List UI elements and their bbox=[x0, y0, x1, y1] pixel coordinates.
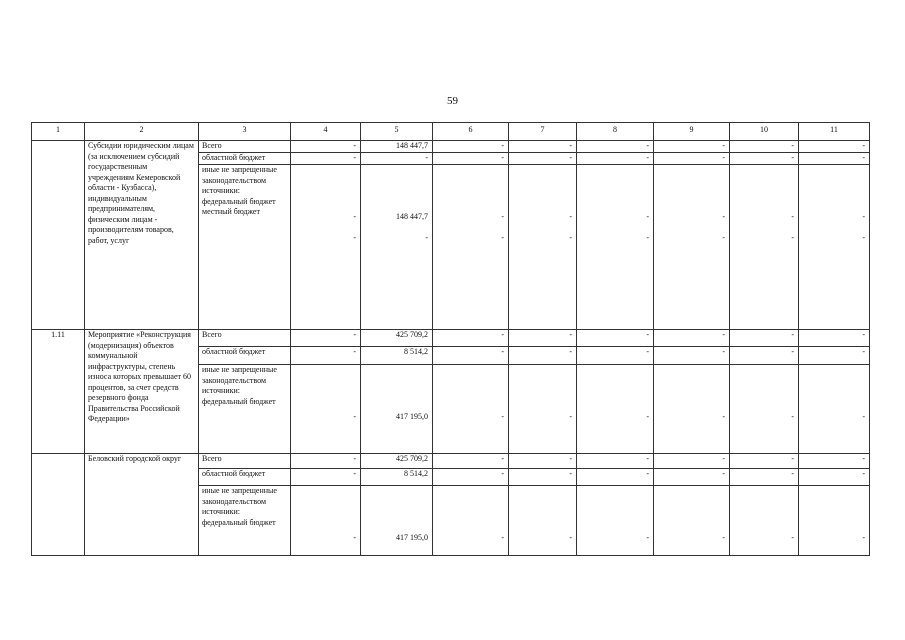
source-label: иные не запрещенные законодательством источники: bbox=[202, 165, 277, 195]
source-label-cell: областной бюджет bbox=[199, 347, 291, 365]
value: - bbox=[791, 412, 794, 421]
value: - bbox=[862, 233, 865, 242]
value: - bbox=[646, 533, 649, 542]
value-cell: - bbox=[291, 469, 361, 486]
value-cell: - bbox=[730, 454, 799, 469]
source-label: федеральный бюджет bbox=[202, 517, 276, 527]
value: - bbox=[569, 533, 572, 542]
header-cell: 7 bbox=[509, 123, 577, 141]
value-cell: - bbox=[291, 153, 361, 165]
value-cell: 8 514,2 bbox=[361, 469, 433, 486]
row-name-cell: Беловский городской округ bbox=[85, 454, 199, 556]
value-stack-cell bbox=[509, 486, 577, 556]
value: - bbox=[425, 233, 428, 242]
value-stack-cell bbox=[654, 486, 730, 556]
value-cell: - bbox=[509, 153, 577, 165]
value-cell: - bbox=[730, 330, 799, 347]
value: - bbox=[791, 533, 794, 542]
value-cell: - bbox=[291, 347, 361, 365]
value: - bbox=[569, 412, 572, 421]
value: - bbox=[791, 233, 794, 242]
value-cell: - bbox=[654, 347, 730, 365]
value: - bbox=[862, 412, 865, 421]
value-stack-cell bbox=[577, 165, 654, 330]
value-stack-cell bbox=[730, 165, 799, 330]
value-cell: - bbox=[654, 153, 730, 165]
value-cell: - bbox=[799, 469, 870, 486]
header-cell: 5 bbox=[361, 123, 433, 141]
value-cell: - bbox=[577, 330, 654, 347]
value-cell: 148 447,7 bbox=[361, 141, 433, 153]
source-label-cell: Всего bbox=[199, 454, 291, 469]
value-stack-cell bbox=[654, 365, 730, 454]
value-cell: - bbox=[577, 141, 654, 153]
value-cell: - bbox=[799, 454, 870, 469]
value: - bbox=[501, 212, 504, 221]
source-label-cell: областной бюджет bbox=[199, 469, 291, 486]
row-name-cell: Субсидии юридическим лицам (за исключением субсидий государственным учреждениям Кемеровской области - Кузбасса), индивидуальным предпринимателям, физическим лицам - производителям товаров, работ, услуг bbox=[85, 141, 199, 330]
value: 148 447,7 bbox=[396, 212, 428, 221]
header-cell: 11 bbox=[799, 123, 870, 141]
value-cell: - bbox=[509, 141, 577, 153]
value: - bbox=[862, 533, 865, 542]
value-cell: - bbox=[799, 153, 870, 165]
value-cell: - bbox=[654, 141, 730, 153]
row-number-cell bbox=[32, 454, 85, 556]
value-stack-cell bbox=[291, 365, 361, 454]
value-cell: - bbox=[654, 330, 730, 347]
value-cell: - bbox=[799, 347, 870, 365]
header-row bbox=[32, 123, 870, 141]
budget-table bbox=[31, 122, 870, 556]
value: - bbox=[722, 533, 725, 542]
value-stack-cell bbox=[730, 365, 799, 454]
value-cell: - bbox=[577, 469, 654, 486]
source-label-stack bbox=[199, 365, 291, 454]
value-cell: - bbox=[730, 153, 799, 165]
value-cell: - bbox=[577, 153, 654, 165]
value-cell: 425 709,2 bbox=[361, 330, 433, 347]
value-cell: - bbox=[433, 454, 509, 469]
value-cell: - bbox=[509, 347, 577, 365]
value: - bbox=[353, 212, 356, 221]
value-cell: - bbox=[509, 454, 577, 469]
value-stack-cell bbox=[654, 165, 730, 330]
value-cell: - bbox=[730, 347, 799, 365]
table-row bbox=[32, 141, 870, 153]
header-cell: 9 bbox=[654, 123, 730, 141]
source-label-stack bbox=[199, 165, 291, 330]
value: - bbox=[722, 212, 725, 221]
value-cell: 425 709,2 bbox=[361, 454, 433, 469]
value-cell: - bbox=[577, 454, 654, 469]
value-stack-cell bbox=[509, 165, 577, 330]
value-cell: - bbox=[361, 153, 433, 165]
value-stack-cell bbox=[730, 486, 799, 556]
source-label-cell: Всего bbox=[199, 141, 291, 153]
value: - bbox=[353, 533, 356, 542]
value: - bbox=[501, 412, 504, 421]
source-label-cell: Всего bbox=[199, 330, 291, 347]
value: - bbox=[862, 212, 865, 221]
value-stack-cell bbox=[361, 486, 433, 556]
value-cell: - bbox=[799, 141, 870, 153]
value: - bbox=[353, 412, 356, 421]
table-row bbox=[32, 330, 870, 347]
value-cell: - bbox=[509, 330, 577, 347]
header-cell: 8 bbox=[577, 123, 654, 141]
row-name-cell: Мероприятие «Реконструкция (модернизация) объектов коммунальной инфраструктуры, степень износа которых превышает 60 процентов, за счет средств резервного фонда Правительства Российской Федерации» bbox=[85, 330, 199, 454]
value-stack-cell bbox=[433, 486, 509, 556]
value: - bbox=[646, 412, 649, 421]
source-label: федеральный бюджет bbox=[202, 396, 276, 406]
value-cell: - bbox=[433, 347, 509, 365]
value-stack-cell bbox=[799, 486, 870, 556]
value: - bbox=[646, 233, 649, 242]
value-cell: - bbox=[799, 330, 870, 347]
value-stack-cell bbox=[433, 165, 509, 330]
value-cell: - bbox=[291, 141, 361, 153]
value-cell: 8 514,2 bbox=[361, 347, 433, 365]
value: - bbox=[722, 233, 725, 242]
value: - bbox=[791, 212, 794, 221]
header-cell: 1 bbox=[32, 123, 85, 141]
value: 417 195,0 bbox=[396, 412, 428, 421]
value-cell: - bbox=[654, 454, 730, 469]
value-stack-cell bbox=[799, 165, 870, 330]
value: - bbox=[569, 212, 572, 221]
value-stack-cell bbox=[509, 365, 577, 454]
header-cell: 6 bbox=[433, 123, 509, 141]
value: - bbox=[722, 412, 725, 421]
value-cell: - bbox=[433, 330, 509, 347]
source-label: федеральный бюджет bbox=[202, 196, 276, 206]
value: - bbox=[353, 233, 356, 242]
source-label: иные не запрещенные законодательством источники: bbox=[202, 486, 277, 516]
value-stack-cell bbox=[291, 486, 361, 556]
value: - bbox=[646, 212, 649, 221]
table-row bbox=[32, 454, 870, 469]
row-number-cell: 1.11 bbox=[32, 330, 85, 454]
value-stack-cell bbox=[577, 486, 654, 556]
value-cell: - bbox=[577, 347, 654, 365]
value-stack-cell bbox=[577, 365, 654, 454]
value: - bbox=[501, 233, 504, 242]
header-cell: 10 bbox=[730, 123, 799, 141]
row-number-cell bbox=[32, 141, 85, 330]
value-cell: - bbox=[730, 469, 799, 486]
value-stack-cell bbox=[361, 165, 433, 330]
source-label: местный бюджет bbox=[202, 207, 260, 216]
value-cell: - bbox=[654, 469, 730, 486]
value-cell: - bbox=[509, 469, 577, 486]
header-cell: 3 bbox=[199, 123, 291, 141]
value: 417 195,0 bbox=[396, 533, 428, 542]
value-stack-cell bbox=[361, 365, 433, 454]
value-stack-cell bbox=[433, 365, 509, 454]
page-number: 59 bbox=[447, 95, 458, 107]
value-cell: - bbox=[433, 469, 509, 486]
value-cell: - bbox=[433, 141, 509, 153]
value-cell: - bbox=[291, 330, 361, 347]
value-stack-cell bbox=[291, 165, 361, 330]
source-label-cell: областной бюджет bbox=[199, 153, 291, 165]
source-label: иные не запрещенные законодательством источники: bbox=[202, 365, 277, 395]
value: - bbox=[569, 233, 572, 242]
value: - bbox=[501, 533, 504, 542]
header-cell: 4 bbox=[291, 123, 361, 141]
value-cell: - bbox=[291, 454, 361, 469]
header-cell: 2 bbox=[85, 123, 199, 141]
value-stack-cell bbox=[799, 365, 870, 454]
value-cell: - bbox=[730, 141, 799, 153]
source-label-stack bbox=[199, 486, 291, 556]
value-cell: - bbox=[433, 153, 509, 165]
